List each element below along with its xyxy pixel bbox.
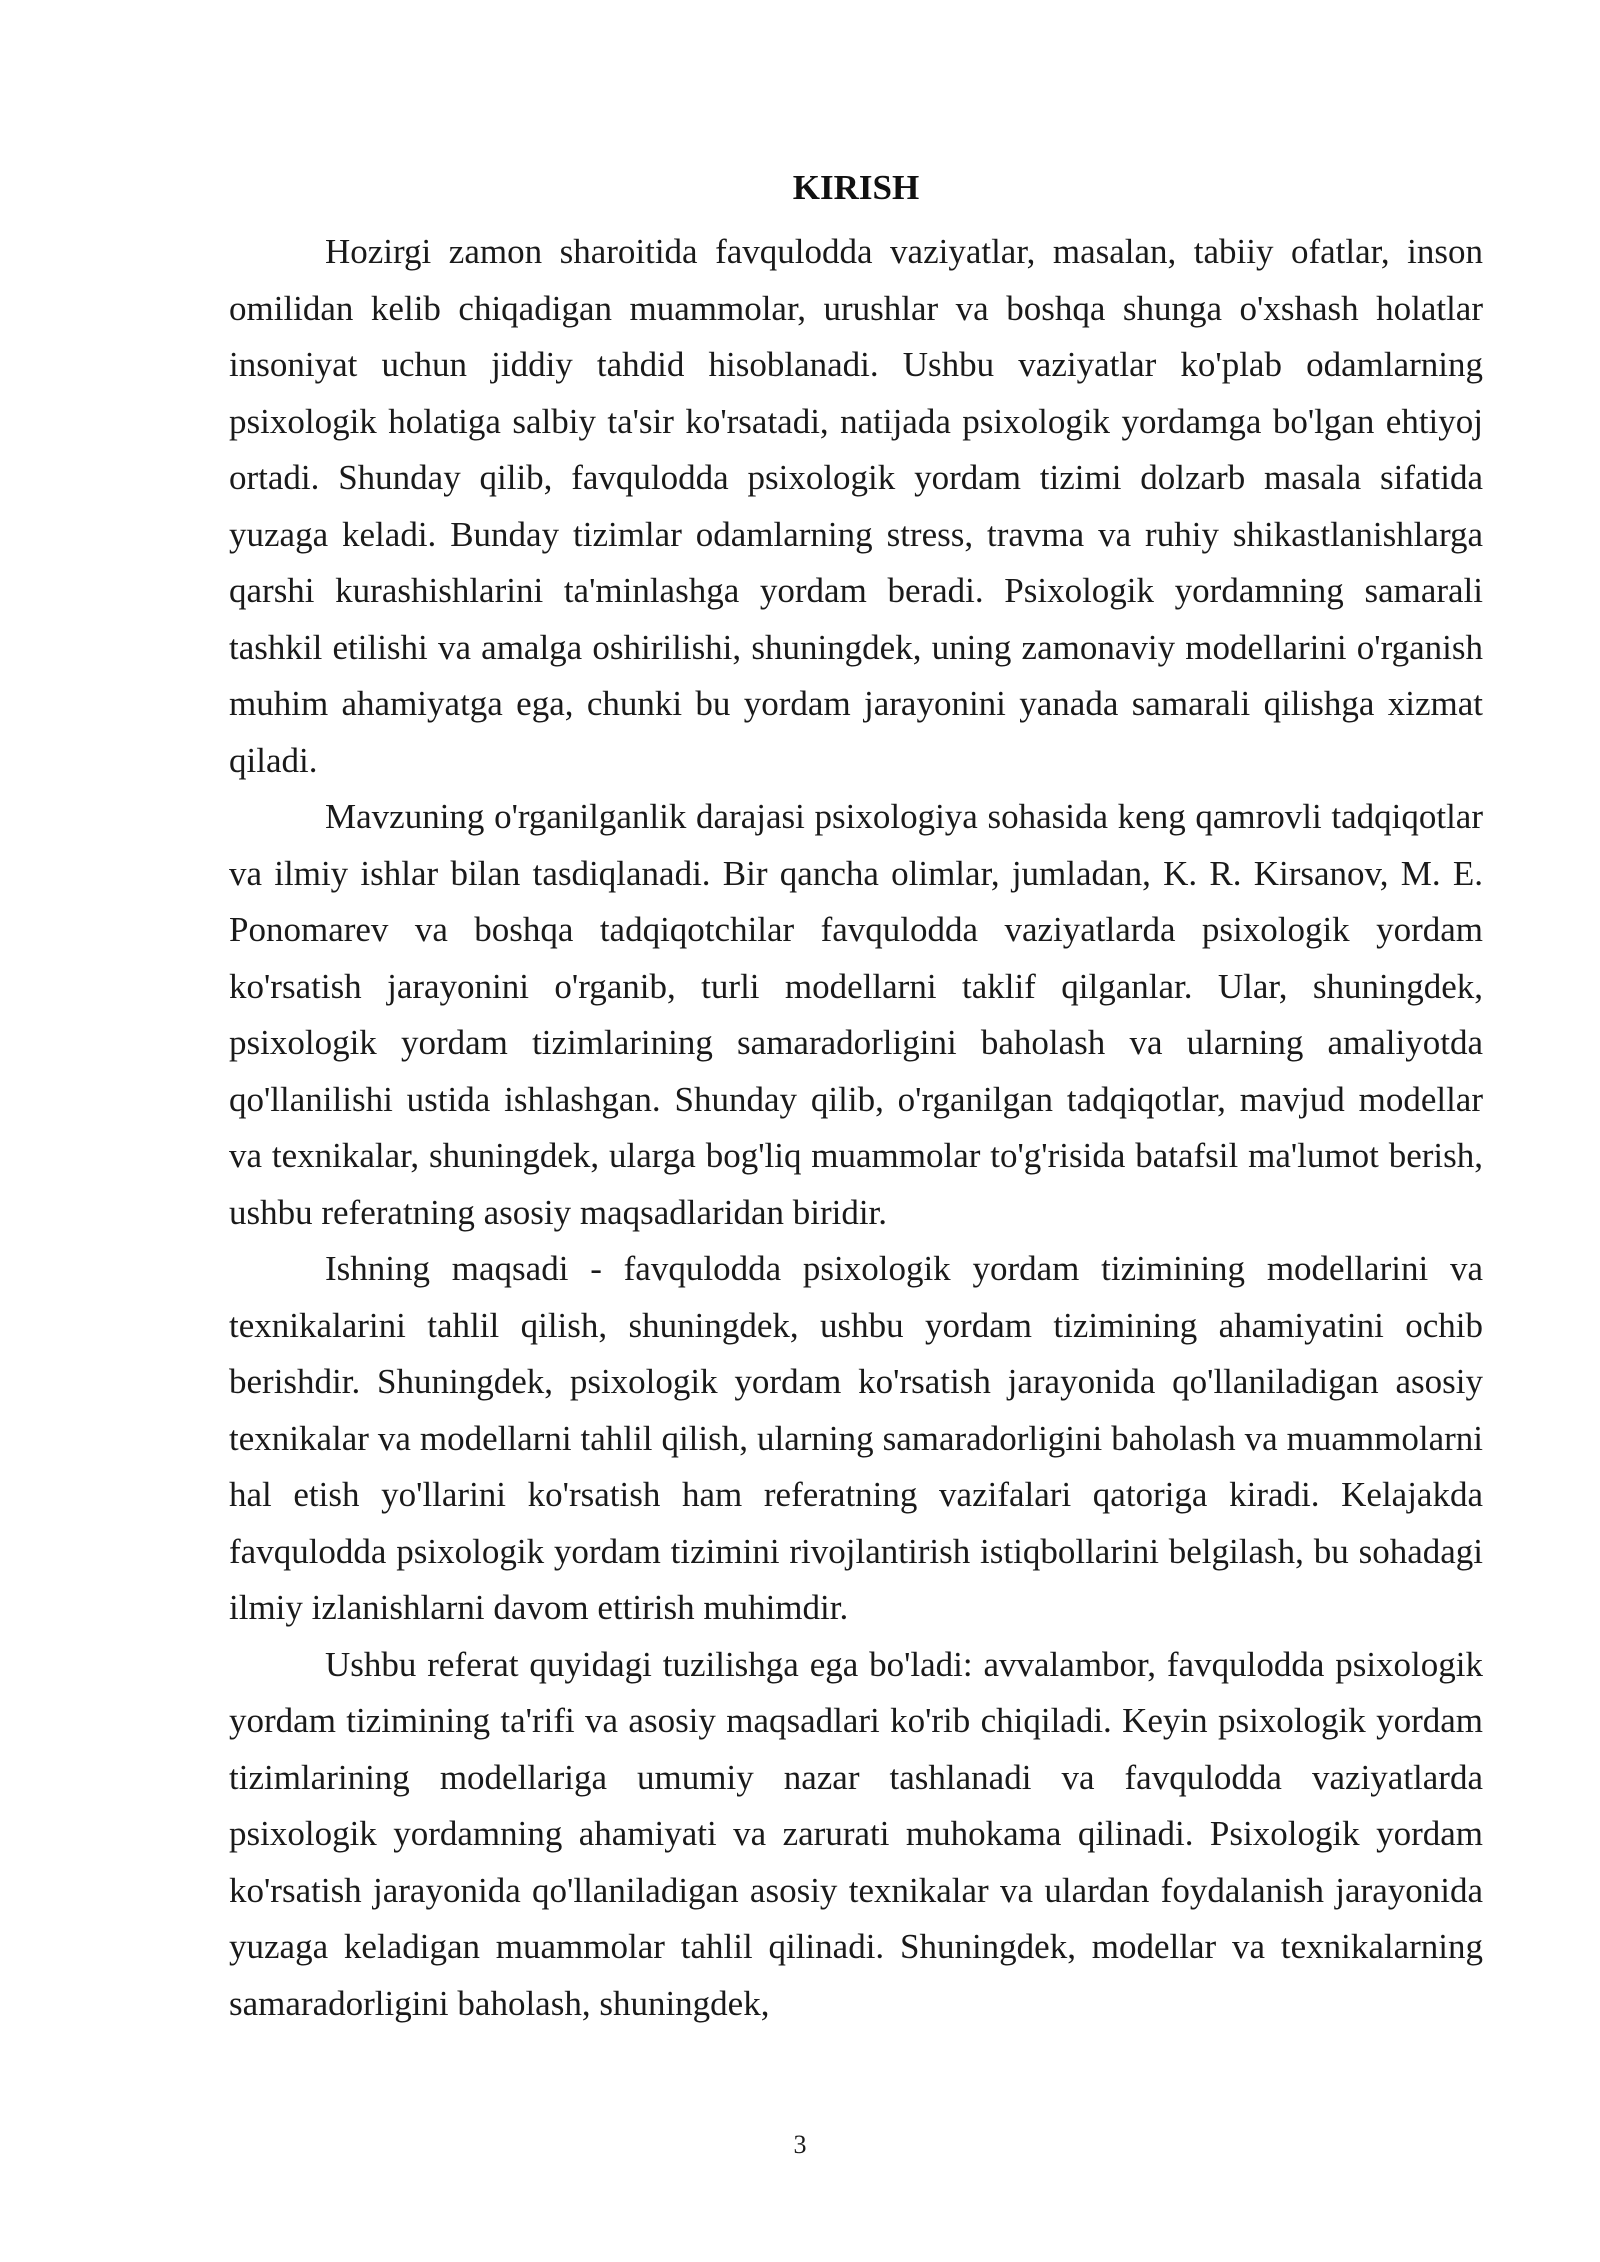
paragraph-goal: Ishning maqsadi - favqulodda psixologik yordam tizimining modellarini va texnikalarini tahlil qilish, shuningdek, ushbu yordam tizimining ahamiyatini ochib berishdir. Shuningdek, psixologik yordam ko'rsatish jarayonida qo'llaniladigan asosiy texnikalar va modellarni tahlil qilish, ularning samaradorligini baholash va muammolarni hal etish yo'llarini ko'rsatish ham referatning vazifalari qatoriga kiradi. Kelajakda favqulodda psixologik yordam tizimini rivojlantirish istiqbollarini belgilash, bu sohadagi ilmiy izlanishlarni davom ettirish muhimdir. xyxy=(229,1249,1483,1627)
page-body xyxy=(229,160,1483,2032)
page-number: 3 xyxy=(793,2130,807,2159)
paragraph-research-degree: Mavzuning o'rganilganlik darajasi psixologiya sohasida keng qamrovli tadqiqotlar va ilmiy ishlar bilan tasdiqlanadi. Bir qancha olimlar, jumladan, K. R. Kirsanov, M. E. Ponomarev va boshqa tadqiqotchilar favqulodda vaziyatlarda psixologik yordam ko'rsatish jarayonini o'rganib, turli modellarni taklif qilganlar. Ular, shuningdek, psixologik yordam tizimlarining samaradorligini baholash va ularning amaliyotda qo'llanilishi ustida ishlashgan. Shunday qilib, o'rganilgan tadqiqotlar, mavjud modellar va texnikalar, shuningdek, ularga bog'liq muammolar to'g'risida batafsil ma'lumot berish, ushbu referatning asosiy maqsadlaridan biridir. xyxy=(229,797,1483,1232)
page-title: KIRISH xyxy=(792,168,920,207)
paragraph-structure: Ushbu referat quyidagi tuzilishga ega bo'ladi: avvalambor, favqulodda psixologik yordam tizimining ta'rifi va asosiy maqsadlari ko'rib chiqiladi. Keyin psixologik yordam tizimlarining modellariga umumiy nazar tashlanadi va favqulodda vaziyatlarda psixologik yordamning ahamiyati va zarurati muhokama qilinadi. Psixologik yordam ko'rsatish jarayonida qo'llaniladigan asosiy texnikalar va ulardan foydalanish jarayonida yuzaga keladigan muammolar tahlil qilinadi. Shuningdek, modellar va texnikalarning samaradorligini baholash, shuningdek, xyxy=(229,1644,1483,2023)
paragraph-intro: Hozirgi zamon sharoitida favqulodda vaziyatlar, masalan, tabiiy ofatlar, inson omilidan kelib chiqadigan muammolar, urushlar va boshqa shunga o'xshash holatlar insoniyat uchun jiddiy tahdid hisoblanadi. Ushbu vaziyatlar ko'plab odamlarning psixologik holatiga salbiy ta'sir ko'rsatadi, natijada psixologik yordamga bo'lgan ehtiyoj ortadi. Shunday qilib, favqulodda psixologik yordam tizimi dolzarb masala sifatida yuzaga keladi. Bunday tizimlar odamlarning stress, travma va ruhiy shikastlanishlarga qarshi kurashishlarini ta'minlashga yordam beradi. Psixologik yordamning samarali tashkil etilishi va amalga oshirilishi, shuningdek, uning zamonaviy modellarini o'rganish muhim ahamiyatga ega, chunki bu yordam jarayonini yanada samarali qilishga xizmat qiladi. xyxy=(229,232,1483,780)
